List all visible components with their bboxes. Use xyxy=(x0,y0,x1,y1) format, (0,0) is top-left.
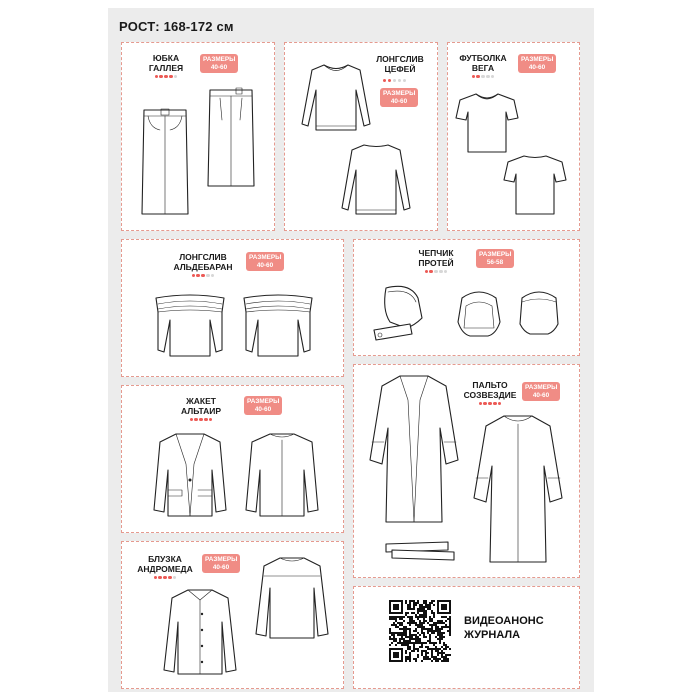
difficulty-dot-empty xyxy=(491,75,494,78)
longsleeve-back-sketch xyxy=(336,140,416,220)
card-title-line1: ЧЕПЧИК xyxy=(418,248,454,258)
difficulty-dot-empty xyxy=(403,79,406,82)
difficulty-dot-filled xyxy=(479,402,482,405)
offshoulder-top-back-sketch xyxy=(238,290,318,360)
card-title-line1: ЮБКА xyxy=(152,53,180,63)
blouse-back-sketch xyxy=(252,552,332,644)
difficulty-rating xyxy=(176,418,226,421)
sizes-badge-range: 40-60 xyxy=(210,63,228,71)
difficulty-dot-filled xyxy=(429,270,432,273)
card-title-line2: АЛЬДЕБАРАН xyxy=(173,262,233,272)
sizes-badge xyxy=(244,396,282,415)
difficulty-dot-filled xyxy=(192,274,195,277)
sizes-badge xyxy=(200,54,238,73)
sizes-badge-range: 40-60 xyxy=(390,97,408,105)
difficulty-dot-empty xyxy=(173,576,176,579)
sizes-badge xyxy=(518,54,556,73)
sizes-badge-range: 56-58 xyxy=(486,258,504,266)
difficulty-rating xyxy=(144,75,188,78)
skirt-front-sketch xyxy=(140,106,190,218)
difficulty-dot-empty xyxy=(439,270,442,273)
card-bluzka-title xyxy=(137,554,193,579)
card-longsleeve-aldebaran-title xyxy=(168,252,238,277)
difficulty-dot-filled xyxy=(388,79,391,82)
difficulty-dot-empty xyxy=(206,274,209,277)
sizes-badge-range: 40-60 xyxy=(256,261,274,269)
difficulty-dot-filled xyxy=(483,402,486,405)
qr-code-icon[interactable] xyxy=(389,600,451,662)
difficulty-dot-filled xyxy=(164,75,167,78)
difficulty-dot-filled xyxy=(168,576,171,579)
difficulty-dot-filled xyxy=(169,75,172,78)
card-zhaket-title xyxy=(176,396,226,421)
sizes-badge-range: 40-60 xyxy=(532,391,550,399)
difficulty-dot-empty xyxy=(211,274,214,277)
sizes-badge-label: РАЗМЕРЫ xyxy=(249,254,282,261)
video-promo-line2: ЖУРНАЛА xyxy=(464,629,521,641)
sizes-badge xyxy=(522,382,560,401)
sizes-badge-label: РАЗМЕРЫ xyxy=(205,556,238,563)
difficulty-rating xyxy=(137,576,193,579)
coat-front-sketch xyxy=(366,372,462,532)
card-title-line1: БЛУЗКА xyxy=(148,554,182,564)
card-longsleeve-cefei-title xyxy=(374,54,426,74)
difficulty-dot-empty xyxy=(444,270,447,273)
offshoulder-top-front-sketch xyxy=(150,290,230,360)
sizes-badge-label: РАЗМЕРЫ xyxy=(521,56,554,63)
difficulty-dot-filled xyxy=(190,418,193,421)
sizes-badge-range: 40-60 xyxy=(254,405,272,413)
difficulty-dot-empty xyxy=(486,75,489,78)
page-title: РОСТ: 168-172 см xyxy=(119,19,234,34)
difficulty-dot-filled xyxy=(196,274,199,277)
jacket-back-sketch xyxy=(242,430,322,522)
difficulty-rating xyxy=(383,79,413,82)
difficulty-dot-filled xyxy=(159,75,162,78)
difficulty-dot-filled xyxy=(155,75,158,78)
sizes-badge-label: РАЗМЕРЫ xyxy=(479,251,512,258)
card-title-line2: АНДРОМЕДА xyxy=(137,564,193,574)
difficulty-dot-filled xyxy=(204,418,207,421)
difficulty-dot-filled xyxy=(158,576,161,579)
sizes-badge xyxy=(380,88,418,107)
coat-back-sketch xyxy=(470,412,566,568)
card-title-line1: ЛОНГСЛИВ xyxy=(179,252,227,262)
card-title-line2: ВЕГА xyxy=(471,63,495,73)
sizes-badge-label: РАЗМЕРЫ xyxy=(203,56,236,63)
difficulty-rating xyxy=(462,402,518,405)
card-title-line2: ГАЛЛЕЯ xyxy=(148,63,184,73)
bonnet-front-sketch xyxy=(452,288,506,340)
difficulty-dot-filled xyxy=(383,79,386,82)
sizes-badge-label: РАЗМЕРЫ xyxy=(383,90,416,97)
difficulty-dot-filled xyxy=(194,418,197,421)
difficulty-dot-filled xyxy=(476,75,479,78)
card-title-line2: АЛЬТАИР xyxy=(180,406,222,416)
bonnet-side-sketch xyxy=(366,282,440,348)
card-futbolka-title xyxy=(458,53,508,78)
difficulty-dot-empty xyxy=(481,75,484,78)
difficulty-dot-filled xyxy=(209,418,212,421)
difficulty-dot-empty xyxy=(174,75,177,78)
card-title-line1: ЛОНГСЛИВ xyxy=(376,54,424,64)
difficulty-dot-filled xyxy=(154,576,157,579)
difficulty-dot-empty xyxy=(398,79,401,82)
difficulty-dot-filled xyxy=(493,402,496,405)
difficulty-dot-filled xyxy=(472,75,475,78)
card-title-line2: ЦЕФЕЙ xyxy=(384,64,416,74)
card-palto-title xyxy=(462,380,518,405)
card-yubka-title xyxy=(144,53,188,78)
card-chepchik-title xyxy=(412,248,460,273)
sizes-badge-range: 40-60 xyxy=(528,63,546,71)
card-title-line2: ПРОТЕЙ xyxy=(418,258,454,268)
card-title-line1: ПАЛЬТО xyxy=(472,380,508,390)
skirt-back-sketch xyxy=(206,86,256,190)
difficulty-dot-filled xyxy=(488,402,491,405)
video-promo-line1: ВИДЕОАНОНС xyxy=(464,615,544,627)
tshirt-back-sketch xyxy=(500,152,570,218)
coat-belt-sketch xyxy=(382,536,462,566)
difficulty-dot-filled xyxy=(163,576,166,579)
sizes-badge-range: 40-60 xyxy=(212,563,230,571)
difficulty-dot-filled xyxy=(425,270,428,273)
difficulty-dot-empty xyxy=(434,270,437,273)
sizes-badge-label: РАЗМЕРЫ xyxy=(247,398,280,405)
difficulty-rating xyxy=(168,274,238,277)
sizes-badge xyxy=(246,252,284,271)
card-title-line1: ФУТБОЛКА xyxy=(459,53,507,63)
difficulty-rating xyxy=(458,75,508,78)
tshirt-front-sketch xyxy=(452,90,522,156)
sizes-badge xyxy=(476,249,514,268)
difficulty-dot-empty xyxy=(393,79,396,82)
bonnet-back-sketch xyxy=(514,288,564,338)
sizes-badge xyxy=(202,554,240,573)
longsleeve-front-sketch xyxy=(296,60,376,140)
difficulty-dot-filled xyxy=(199,418,202,421)
sizes-badge-label: РАЗМЕРЫ xyxy=(525,384,558,391)
card-title-line1: ЖАКЕТ xyxy=(186,396,216,406)
blouse-front-sketch xyxy=(160,584,240,680)
video-promo-text xyxy=(464,614,544,642)
card-title-line2: СОЗВЕЗДИЕ xyxy=(463,390,517,400)
difficulty-dot-filled xyxy=(498,402,501,405)
difficulty-rating xyxy=(412,270,460,273)
jacket-front-sketch xyxy=(150,430,230,522)
difficulty-dot-filled xyxy=(201,274,204,277)
